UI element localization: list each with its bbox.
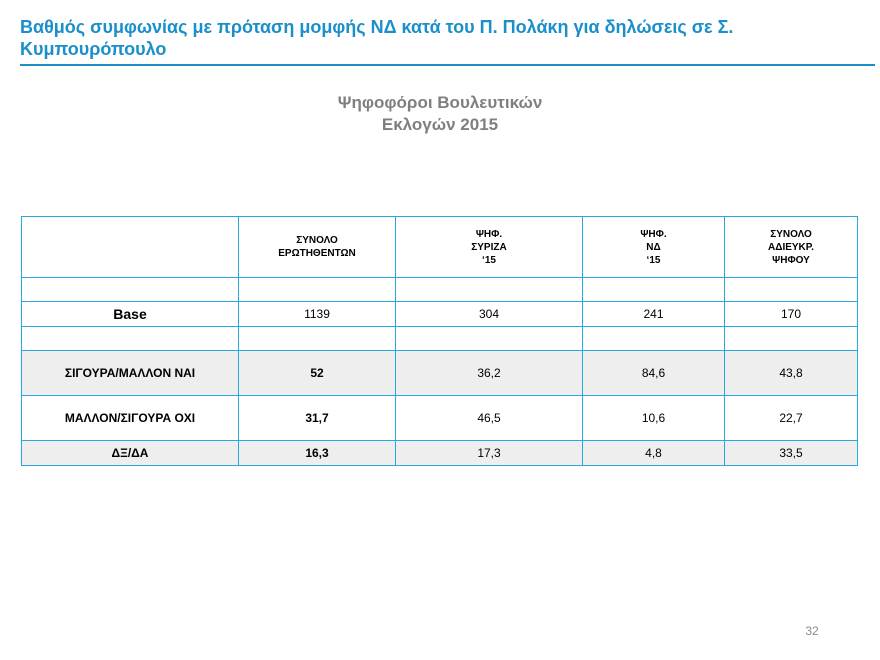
header-nd-line-2: ΝΔ (646, 241, 661, 253)
cell-value: 10,6 (583, 396, 725, 441)
header-nd (583, 217, 725, 278)
header-undecided-line-3: ΨΗΦΟΥ (772, 254, 810, 266)
header-empty-cell (22, 217, 239, 278)
header-syriza-line-3: ‘15 (482, 254, 496, 266)
row-label: Base (22, 302, 239, 327)
table-spacer-row (22, 327, 858, 351)
cell-value: 31,7 (239, 396, 396, 441)
slide-title: Βαθμός συμφωνίας με πρόταση μομφής ΝΔ κατά του Π. Πολάκη για δηλώσεις σε Σ. Κυμπουρόπουλο (20, 17, 734, 59)
header-syriza-line-2: ΣΥΡΙΖΑ (471, 241, 507, 253)
cell-value: 304 (396, 302, 583, 327)
title-divider (20, 64, 875, 66)
row-label: ΔΞ/ΔΑ (22, 441, 239, 466)
subtitle-line-1: Ψηφοφόροι Βουλευτικών (337, 93, 543, 112)
row-label: ΜΑΛΛΟΝ/ΣΙΓΟΥΡΑ ΟΧΙ (22, 396, 239, 441)
header-nd-line-3: ‘15 (646, 254, 661, 266)
subtitle (0, 92, 880, 136)
cell-value: 52 (239, 351, 396, 396)
cell-value: 1139 (239, 302, 396, 327)
cell-value: 4,8 (583, 441, 725, 466)
table-row (22, 441, 858, 466)
results-table (21, 216, 858, 466)
header-nd-line-1: ΨΗΦ. (640, 228, 667, 240)
table-row-base (22, 302, 858, 327)
header-total-line-2: ΕΡΩΤΗΘΕΝΤΩΝ (278, 248, 356, 259)
header-undecided-line-2: ΑΔΙΕΥΚΡ. (768, 241, 814, 253)
page-number: 32 (805, 624, 819, 638)
cell-value: 241 (583, 302, 725, 327)
cell-value: 84,6 (583, 351, 725, 396)
cell-value: 43,8 (725, 351, 858, 396)
table-header-row (22, 217, 858, 278)
header-undecided (725, 217, 858, 278)
cell-value: 170 (725, 302, 858, 327)
table-spacer-row (22, 278, 858, 302)
row-label: ΣΙΓΟΥΡΑ/ΜΑΛΛΟΝ ΝΑΙ (22, 351, 239, 396)
header-undecided-line-1: ΣΥΝΟΛΟ (770, 228, 812, 240)
header-syriza (396, 217, 583, 278)
cell-value: 33,5 (725, 441, 858, 466)
header-syriza-line-1: ΨΗΦ. (475, 228, 503, 240)
table-row (22, 351, 858, 396)
cell-value: 46,5 (396, 396, 583, 441)
cell-value: 16,3 (239, 441, 396, 466)
cell-value: 36,2 (396, 351, 583, 396)
cell-value: 22,7 (725, 396, 858, 441)
header-total-line-1: ΣΥΝΟΛΟ (296, 235, 338, 246)
cell-value: 17,3 (396, 441, 583, 466)
subtitle-line-2: Εκλογών 2015 (381, 115, 499, 134)
header-total (239, 217, 396, 278)
table-row (22, 396, 858, 441)
